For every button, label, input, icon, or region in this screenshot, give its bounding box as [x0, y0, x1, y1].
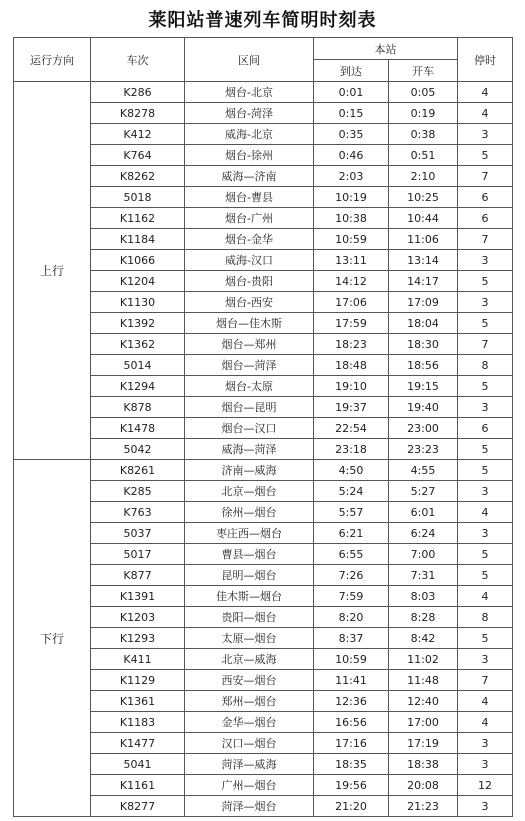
train-number: K1129: [91, 670, 185, 691]
section: 威海-北京: [185, 124, 314, 145]
table-row: [14, 82, 513, 103]
depart-time: 17:00: [389, 712, 458, 733]
stop-minutes: 4: [458, 502, 513, 523]
train-number: K1392: [91, 313, 185, 334]
train-number: K877: [91, 565, 185, 586]
depart-time: 0:38: [389, 124, 458, 145]
arrive-time: 19:37: [314, 397, 389, 418]
depart-time: 18:56: [389, 355, 458, 376]
section: 烟台—郑州: [185, 334, 314, 355]
section: 徐州—烟台: [185, 502, 314, 523]
arrive-time: 19:10: [314, 376, 389, 397]
arrive-time: 5:24: [314, 481, 389, 502]
section: 佳木斯—烟台: [185, 586, 314, 607]
depart-time: 20:08: [389, 775, 458, 796]
train-number: K8278: [91, 103, 185, 124]
depart-time: 0:51: [389, 145, 458, 166]
depart-time: 18:38: [389, 754, 458, 775]
train-number: 5018: [91, 187, 185, 208]
train-number: K1162: [91, 208, 185, 229]
depart-time: 23:00: [389, 418, 458, 439]
depart-time: 12:40: [389, 691, 458, 712]
section: 烟台-金华: [185, 229, 314, 250]
direction-label: 上行: [14, 82, 91, 460]
header-arrive: 到达: [314, 60, 389, 82]
section: 烟台—菏泽: [185, 355, 314, 376]
train-number: K8262: [91, 166, 185, 187]
stop-minutes: 12: [458, 775, 513, 796]
depart-time: 17:09: [389, 292, 458, 313]
depart-time: 11:02: [389, 649, 458, 670]
arrive-time: 12:36: [314, 691, 389, 712]
section: 北京—烟台: [185, 481, 314, 502]
stop-minutes: 6: [458, 418, 513, 439]
stop-minutes: 4: [458, 103, 513, 124]
arrive-time: 0:01: [314, 82, 389, 103]
stop-minutes: 4: [458, 82, 513, 103]
train-number: K1477: [91, 733, 185, 754]
depart-time: 0:19: [389, 103, 458, 124]
header-section: 区间: [185, 38, 314, 82]
arrive-time: 0:35: [314, 124, 389, 145]
train-number: 5042: [91, 439, 185, 460]
depart-time: 10:44: [389, 208, 458, 229]
stop-minutes: 8: [458, 355, 513, 376]
depart-time: 8:03: [389, 586, 458, 607]
train-number: K1391: [91, 586, 185, 607]
stop-minutes: 7: [458, 334, 513, 355]
train-number: K1183: [91, 712, 185, 733]
arrive-time: 2:03: [314, 166, 389, 187]
arrive-time: 10:19: [314, 187, 389, 208]
table-row: [14, 460, 513, 481]
arrive-time: 0:46: [314, 145, 389, 166]
section: 汉口—烟台: [185, 733, 314, 754]
depart-time: 2:10: [389, 166, 458, 187]
depart-time: 11:06: [389, 229, 458, 250]
stop-minutes: 5: [458, 313, 513, 334]
train-number: K1203: [91, 607, 185, 628]
stop-minutes: 7: [458, 670, 513, 691]
arrive-time: 7:59: [314, 586, 389, 607]
timetable-header: [14, 38, 513, 82]
stop-minutes: 5: [458, 439, 513, 460]
depart-time: 21:23: [389, 796, 458, 817]
stop-minutes: 3: [458, 124, 513, 145]
stop-minutes: 3: [458, 523, 513, 544]
depart-time: 18:04: [389, 313, 458, 334]
arrive-time: 5:57: [314, 502, 389, 523]
stop-minutes: 3: [458, 796, 513, 817]
section: 烟台-曹县: [185, 187, 314, 208]
section: 烟台-西安: [185, 292, 314, 313]
train-number: K286: [91, 82, 185, 103]
section: 菏泽—烟台: [185, 796, 314, 817]
arrive-time: 11:41: [314, 670, 389, 691]
depart-time: 6:01: [389, 502, 458, 523]
stop-minutes: 7: [458, 166, 513, 187]
depart-time: 11:48: [389, 670, 458, 691]
stop-minutes: 3: [458, 754, 513, 775]
depart-time: 6:24: [389, 523, 458, 544]
timetable-body: [14, 82, 513, 817]
depart-time: 5:27: [389, 481, 458, 502]
train-number: K1362: [91, 334, 185, 355]
arrive-time: 13:11: [314, 250, 389, 271]
section: 曹县—烟台: [185, 544, 314, 565]
arrive-time: 18:23: [314, 334, 389, 355]
train-number: K1161: [91, 775, 185, 796]
train-number: K285: [91, 481, 185, 502]
depart-time: 23:23: [389, 439, 458, 460]
arrive-time: 19:56: [314, 775, 389, 796]
section: 金华—烟台: [185, 712, 314, 733]
depart-time: 19:15: [389, 376, 458, 397]
section: 烟台—佳木斯: [185, 313, 314, 334]
depart-time: 0:05: [389, 82, 458, 103]
train-number: K1478: [91, 418, 185, 439]
depart-time: 8:42: [389, 628, 458, 649]
arrive-time: 17:06: [314, 292, 389, 313]
depart-time: 19:40: [389, 397, 458, 418]
section: 广州—烟台: [185, 775, 314, 796]
arrive-time: 7:26: [314, 565, 389, 586]
stop-minutes: 6: [458, 208, 513, 229]
section: 烟台-菏泽: [185, 103, 314, 124]
section: 烟台-北京: [185, 82, 314, 103]
header-direction: 运行方向: [14, 38, 91, 82]
stop-minutes: 3: [458, 250, 513, 271]
stop-minutes: 4: [458, 712, 513, 733]
header-depart: 开车: [389, 60, 458, 82]
section: 郑州—烟台: [185, 691, 314, 712]
arrive-time: 22:54: [314, 418, 389, 439]
section: 太原—烟台: [185, 628, 314, 649]
train-number: K412: [91, 124, 185, 145]
stop-minutes: 5: [458, 271, 513, 292]
stop-minutes: 3: [458, 292, 513, 313]
train-number: K1361: [91, 691, 185, 712]
section: 烟台-徐州: [185, 145, 314, 166]
depart-time: 10:25: [389, 187, 458, 208]
depart-time: 18:30: [389, 334, 458, 355]
train-number: 5017: [91, 544, 185, 565]
train-number: 5014: [91, 355, 185, 376]
section: 烟台-太原: [185, 376, 314, 397]
arrive-time: 17:16: [314, 733, 389, 754]
arrive-time: 4:50: [314, 460, 389, 481]
arrive-time: 6:55: [314, 544, 389, 565]
train-number: 5041: [91, 754, 185, 775]
header-train: 车次: [91, 38, 185, 82]
train-number: K1293: [91, 628, 185, 649]
arrive-time: 8:20: [314, 607, 389, 628]
stop-minutes: 5: [458, 544, 513, 565]
arrive-time: 18:35: [314, 754, 389, 775]
stop-minutes: 5: [458, 145, 513, 166]
arrive-time: 10:59: [314, 649, 389, 670]
arrive-time: 21:20: [314, 796, 389, 817]
depart-time: 17:19: [389, 733, 458, 754]
stop-minutes: 3: [458, 649, 513, 670]
section: 北京—威海: [185, 649, 314, 670]
stop-minutes: 6: [458, 187, 513, 208]
train-number: K411: [91, 649, 185, 670]
arrive-time: 16:56: [314, 712, 389, 733]
train-number: K878: [91, 397, 185, 418]
arrive-time: 10:59: [314, 229, 389, 250]
timetable: [13, 37, 513, 817]
stop-minutes: 3: [458, 397, 513, 418]
section: 枣庄西—烟台: [185, 523, 314, 544]
depart-time: 13:14: [389, 250, 458, 271]
stop-minutes: 5: [458, 376, 513, 397]
section: 威海—菏泽: [185, 439, 314, 460]
train-number: 5037: [91, 523, 185, 544]
stop-minutes: 5: [458, 460, 513, 481]
section: 烟台—昆明: [185, 397, 314, 418]
stop-minutes: 3: [458, 481, 513, 502]
train-number: K1066: [91, 250, 185, 271]
section: 威海-汉口: [185, 250, 314, 271]
section: 昆明—烟台: [185, 565, 314, 586]
section: 贵阳—烟台: [185, 607, 314, 628]
train-number: K763: [91, 502, 185, 523]
stop-minutes: 3: [458, 733, 513, 754]
stop-minutes: 7: [458, 229, 513, 250]
header-station: 本站: [314, 38, 458, 60]
section: 烟台—汉口: [185, 418, 314, 439]
depart-time: 7:00: [389, 544, 458, 565]
direction-label: 下行: [14, 460, 91, 817]
page-title: 莱阳站普速列车简明时刻表: [148, 10, 377, 31]
header-stop: 停时: [458, 38, 513, 82]
depart-time: 4:55: [389, 460, 458, 481]
arrive-time: 8:37: [314, 628, 389, 649]
arrive-time: 23:18: [314, 439, 389, 460]
stop-minutes: 4: [458, 691, 513, 712]
section: 济南—威海: [185, 460, 314, 481]
train-number: K764: [91, 145, 185, 166]
train-number: K8261: [91, 460, 185, 481]
train-number: K1184: [91, 229, 185, 250]
section: 西安—烟台: [185, 670, 314, 691]
stop-minutes: 5: [458, 565, 513, 586]
section: 烟台-广州: [185, 208, 314, 229]
section: 菏泽—威海: [185, 754, 314, 775]
arrive-time: 14:12: [314, 271, 389, 292]
arrive-time: 17:59: [314, 313, 389, 334]
section: 威海—济南: [185, 166, 314, 187]
arrive-time: 10:38: [314, 208, 389, 229]
stop-minutes: 4: [458, 586, 513, 607]
stop-minutes: 5: [458, 628, 513, 649]
arrive-time: 6:21: [314, 523, 389, 544]
stop-minutes: 8: [458, 607, 513, 628]
depart-time: 8:28: [389, 607, 458, 628]
section: 烟台-贵阳: [185, 271, 314, 292]
depart-time: 14:17: [389, 271, 458, 292]
depart-time: 7:31: [389, 565, 458, 586]
arrive-time: 0:15: [314, 103, 389, 124]
train-number: K1294: [91, 376, 185, 397]
arrive-time: 18:48: [314, 355, 389, 376]
train-number: K1130: [91, 292, 185, 313]
train-number: K1204: [91, 271, 185, 292]
train-number: K8277: [91, 796, 185, 817]
